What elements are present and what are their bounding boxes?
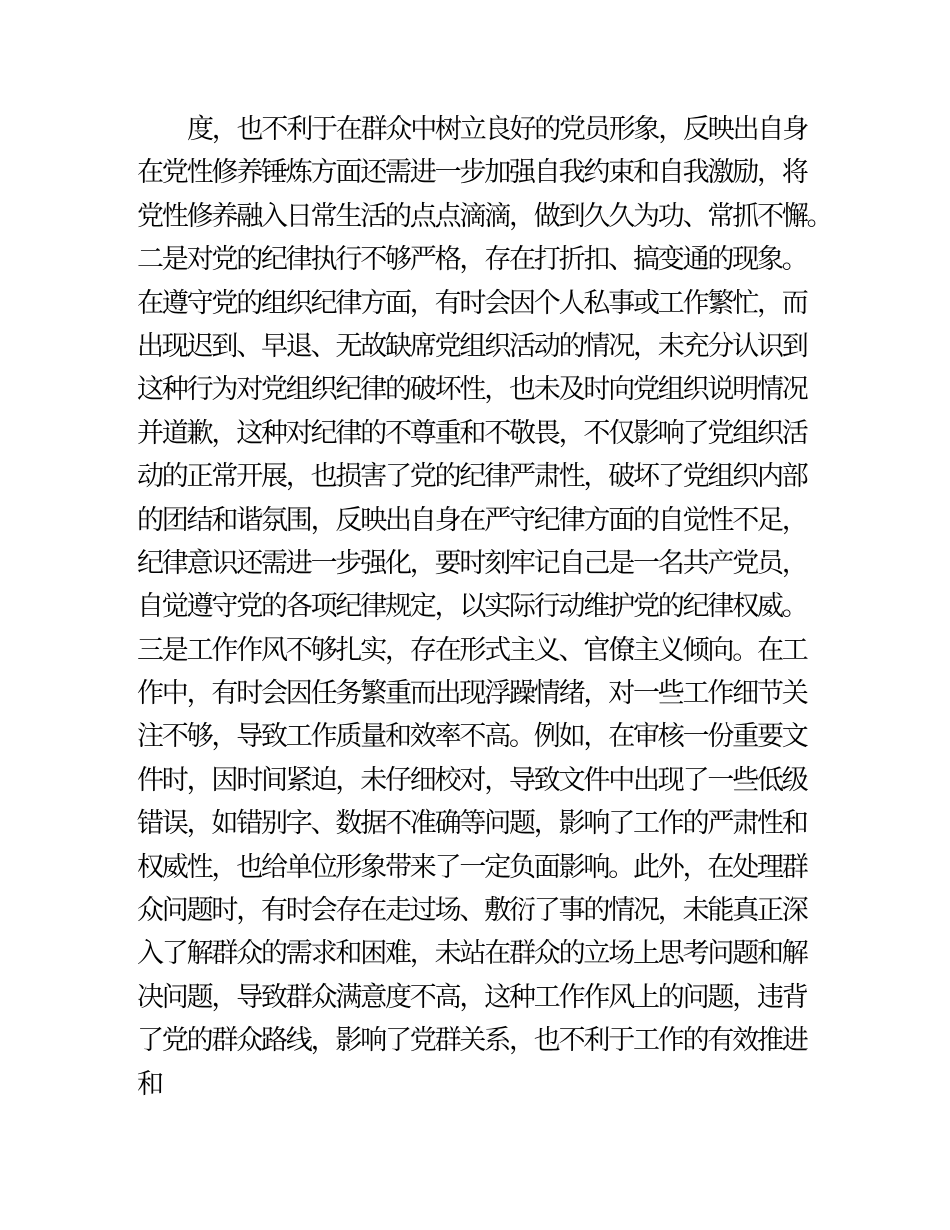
text-line: 作中，有时会因任务繁重而出现浮躁情绪，对一些工作细节关 [137, 678, 807, 709]
text-line: 二是对党的纪律执行不够严格，存在打折扣、搞变通的现象。 [137, 244, 807, 275]
text-line: 三是工作作风不够扎实，存在形式主义、官僚主义倾向。在工 [137, 634, 807, 665]
text-line: 并道歉，这种对纪律的不尊重和不敬畏，不仅影响了党组织活 [137, 417, 807, 448]
text-line: 和 [137, 1068, 162, 1099]
text-line: 的团结和谐氛围，反映出自身在严守纪律方面的自觉性不足， [137, 504, 807, 535]
text-line: 决问题，导致群众满意度不高，这种工作作风上的问题，违背 [137, 981, 807, 1012]
text-line: 出现迟到、早退、无故缺席党组织活动的情况，未充分认识到 [137, 330, 807, 361]
text-line: 权威性，也给单位形象带来了一定负面影响。此外，在处理群 [137, 851, 807, 882]
text-line: 这种行为对党组织纪律的破坏性，也未及时向党组织说明情况 [137, 374, 807, 405]
text-line: 党性修养融入日常生活的点点滴滴，做到久久为功、常抓不懈。 [137, 200, 832, 231]
document-text [137, 108, 832, 1106]
text-line: 动的正常开展，也损害了党的纪律严肃性，破坏了党组织内部 [137, 461, 807, 492]
text-line: 纪律意识还需进一步强化，要时刻牢记自己是一名共产党员， [137, 547, 807, 578]
text-line: 在党性修养锤炼方面还需进一步加强自我约束和自我激励，将 [137, 157, 807, 188]
text-line: 入了解群众的需求和困难，未站在群众的立场上思考问题和解 [137, 938, 807, 969]
text-line: 注不够，导致工作质量和效率不高。例如，在审核一份重要文 [137, 721, 807, 752]
text-line: 错误，如错别字、数据不准确等问题，影响了工作的严肃性和 [137, 808, 807, 839]
text-line: 众问题时，有时会存在走过场、敷衍了事的情况，未能真正深 [137, 895, 807, 926]
text-line: 件时，因时间紧迫，未仔细校对，导致文件中出现了一些低级 [137, 764, 807, 795]
text-line: 自觉遵守党的各项纪律规定，以实际行动维护党的纪律权威。 [137, 591, 807, 622]
text-line: 了党的群众路线，影响了党群关系，也不利于工作的有效推进 [137, 1025, 807, 1056]
text-line: 在遵守党的组织纪律方面，有时会因个人私事或工作繁忙，而 [137, 287, 807, 318]
text-line: 度，也不利于在群众中树立良好的党员形象，反映出自身 [187, 114, 807, 144]
